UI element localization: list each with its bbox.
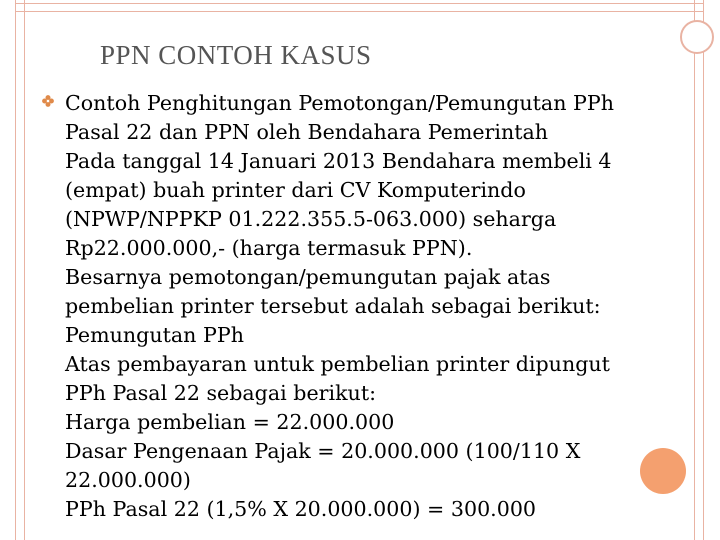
text-line: 22.000.000) — [65, 468, 191, 492]
text-line: Atas pembayaran untuk pembelian printer dipungut — [65, 352, 610, 376]
slide-title: PPN CONTOH KASUS — [100, 40, 372, 70]
text-line: Contoh Penghitungan Pemotongan/Pemungutan PPh — [65, 91, 614, 115]
text-line: Pemungutan PPh — [65, 323, 244, 347]
left-border-line-outer — [15, 0, 16, 540]
four-petal-bullet-icon — [42, 95, 54, 107]
text-line: Harga pembelian = 22.000.000 — [65, 410, 395, 434]
text-line: Besarnya pemotongan/pemungutan pajak atas — [65, 265, 551, 289]
bullet-text-block — [65, 89, 677, 524]
text-line: (NPWP/NPPKP 01.222.355.5-063.000) seharga — [65, 207, 557, 231]
text-line: pembelian printer tersebut adalah sebagai berikut: — [65, 294, 601, 318]
text-line: Pasal 22 dan PPN oleh Bendahara Pemerintah — [65, 120, 549, 144]
text-line: PPh Pasal 22 sebagai berikut: — [65, 381, 377, 405]
right-border-line-inner — [694, 0, 695, 540]
text-line: (empat) buah printer dari CV Komputerindo — [65, 178, 526, 202]
top-border-line-2 — [15, 11, 703, 12]
text-line: Pada tanggal 14 Januari 2013 Bendahara membeli 4 — [65, 149, 612, 173]
right-border-line-outer — [703, 0, 704, 540]
text-line: Dasar Pengenaan Pajak = 20.000.000 (100/110 X — [65, 439, 581, 463]
decorative-ring — [680, 20, 714, 54]
top-border-line-1 — [15, 3, 703, 4]
text-line: PPh Pasal 22 (1,5% X 20.000.000) = 300.000 — [65, 497, 537, 521]
text-line: Rp22.000.000,- (harga termasuk PPN). — [65, 236, 473, 260]
left-border-line-inner — [24, 0, 25, 540]
